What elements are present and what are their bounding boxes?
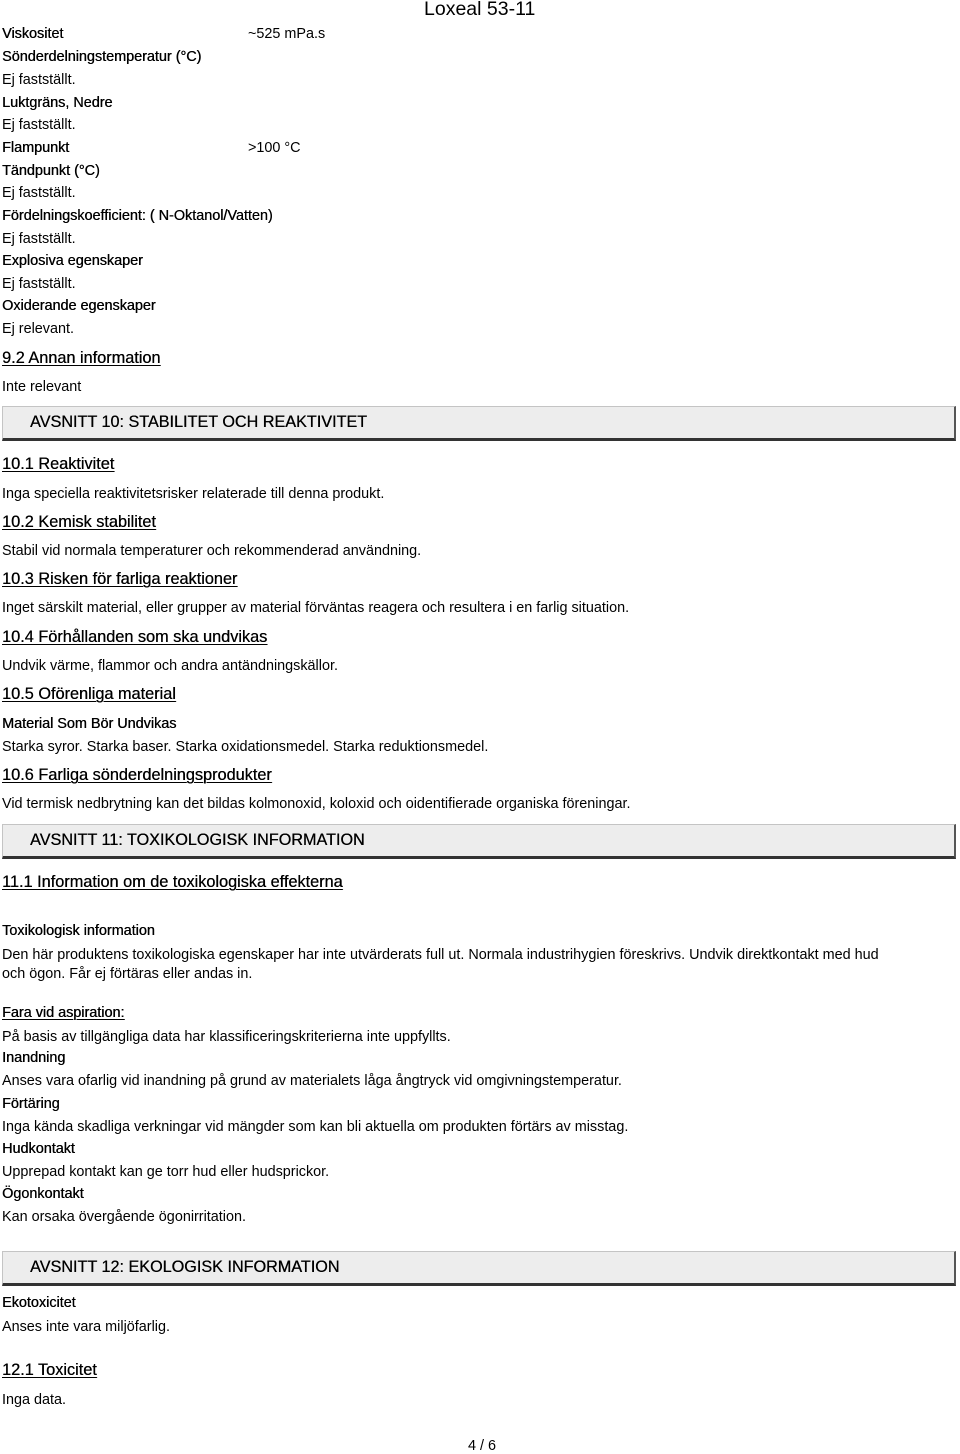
eye-contact-label: Ögonkontakt [2,1186,84,1202]
aspiration-hazard-label: Fara vid aspiration: [2,1005,125,1021]
subsection-label-10-5: Material Som Bör Undvikas [2,716,177,732]
ecotoxicity-label: Ekotoxicitet [2,1295,76,1311]
property-value-flash-point: >100 °C [248,140,301,156]
subsection-heading-10-2: 10.2 Kemisk stabilitet [2,513,156,531]
eye-contact-text: Kan orsaka övergående ögonirritation. [2,1209,247,1225]
skin-contact-label: Hudkontakt [2,1141,75,1157]
subsection-heading-9-2: 9.2 Annan information [2,349,161,367]
property-label-decomposition-temperature: Sönderdelningstemperatur (°C) [2,49,202,65]
property-label-oxidising-properties: Oxiderande egenskaper [2,298,156,314]
property-label-viscosity: Viskositet [2,26,64,42]
property-label-ignition-point: Tändpunkt (°C) [2,163,100,179]
subsection-text-10-1: Inga speciella reaktivitetsrisker relaterade till denna produkt. [2,486,385,502]
skin-contact-text: Upprepad kontakt kan ge torr hud eller hudsprickor. [2,1164,330,1180]
inhalation-text: Anses vara ofarlig vid inandning på grund av materialets låga ångtryck vid omgivningstemperatur. [2,1073,622,1089]
subsection-heading-11-1: 11.1 Information om de toxikologiska effekterna [2,873,343,891]
property-value-viscosity: ~525 mPa.s [248,26,326,42]
subsection-heading-10-3: 10.3 Risken för farliga reaktioner [2,570,238,588]
section-header-10 [2,406,956,441]
ingestion-label: Förtäring [2,1096,60,1112]
section-header-11 [2,824,956,859]
ingestion-text: Inga kända skadliga verkningar vid mängder som kan bli aktuella om produkten förtärs av misstag. [2,1119,629,1135]
product-name-header: Loxeal 53-11 [424,0,536,20]
subsection-heading-10-5: 10.5 Oförenliga material [2,685,176,703]
subsection-text-10-2: Stabil vid normala temperaturer och rekommenderad användning. [2,543,422,559]
subsection-text-10-6: Vid termisk nedbrytning kan det bildas kolmonoxid, koloxid och oidentifierade organiska föreningar. [2,796,631,812]
subsection-text-10-4: Undvik värme, flammor och andra antändningskällor. [2,658,338,674]
subsection-text-10-5: Starka syror. Starka baser. Starka oxidationsmedel. Starka reduktionsmedel. [2,739,489,755]
property-value-oxidising-properties: Ej relevant. [2,321,74,337]
section-title-10: AVSNITT 10: STABILITET OCH REAKTIVITET [30,413,368,431]
section-title-11: AVSNITT 11: TOXIKOLOGISK INFORMATION [30,831,365,849]
property-value-partition-coefficient: Ej fastställt. [2,231,76,247]
property-value-ignition-point: Ej fastställt. [2,185,76,201]
property-label-flash-point: Flampunkt [2,140,70,156]
subsection-heading-10-4: 10.4 Förhållanden som ska undvikas [2,628,268,646]
ecotoxicity-text: Anses inte vara miljöfarlig. [2,1319,170,1335]
subsection-heading-10-6: 10.6 Farliga sönderdelningsprodukter [2,766,272,784]
page-number: 4 / 6 [468,1438,497,1454]
property-value-explosive-properties: Ej fastställt. [2,276,76,292]
property-label-odour-threshold: Luktgräns, Nedre [2,95,113,111]
property-value-odour-threshold: Ej fastställt. [2,117,76,133]
aspiration-hazard-text: På basis av tillgängliga data har klassificeringskriterierna inte uppfyllts. [2,1029,451,1045]
inhalation-label: Inandning [2,1050,66,1066]
section-header-12 [2,1251,956,1286]
toxicological-information-text: Den här produktens toxikologiska egenskaper har inte utvärderats full ut. Normala industrihygien föreskrivs. Undvik direktkontakt med hud och ögon. Får ej förtäras eller andas in. [2,947,879,982]
subsection-text-10-3: Inget särskilt material, eller grupper av material förväntas reagera och resultera i en farlig situation. [2,600,630,616]
property-value-decomposition-temperature: Ej fastställt. [2,72,76,88]
subsection-heading-12-1: 12.1 Toxicitet [2,1361,97,1379]
toxicological-information-label: Toxikologisk information [2,923,155,939]
subsection-text-9-2: Inte relevant [2,379,82,395]
property-label-partition-coefficient: Fördelningskoefficient: ( N-Oktanol/Vatten) [2,208,273,224]
subsection-heading-10-1: 10.1 Reaktivitet [2,455,115,473]
subsection-text-12-1: Inga data. [2,1392,67,1408]
property-label-explosive-properties: Explosiva egenskaper [2,253,143,269]
section-title-12: AVSNITT 12: EKOLOGISK INFORMATION [30,1258,340,1276]
